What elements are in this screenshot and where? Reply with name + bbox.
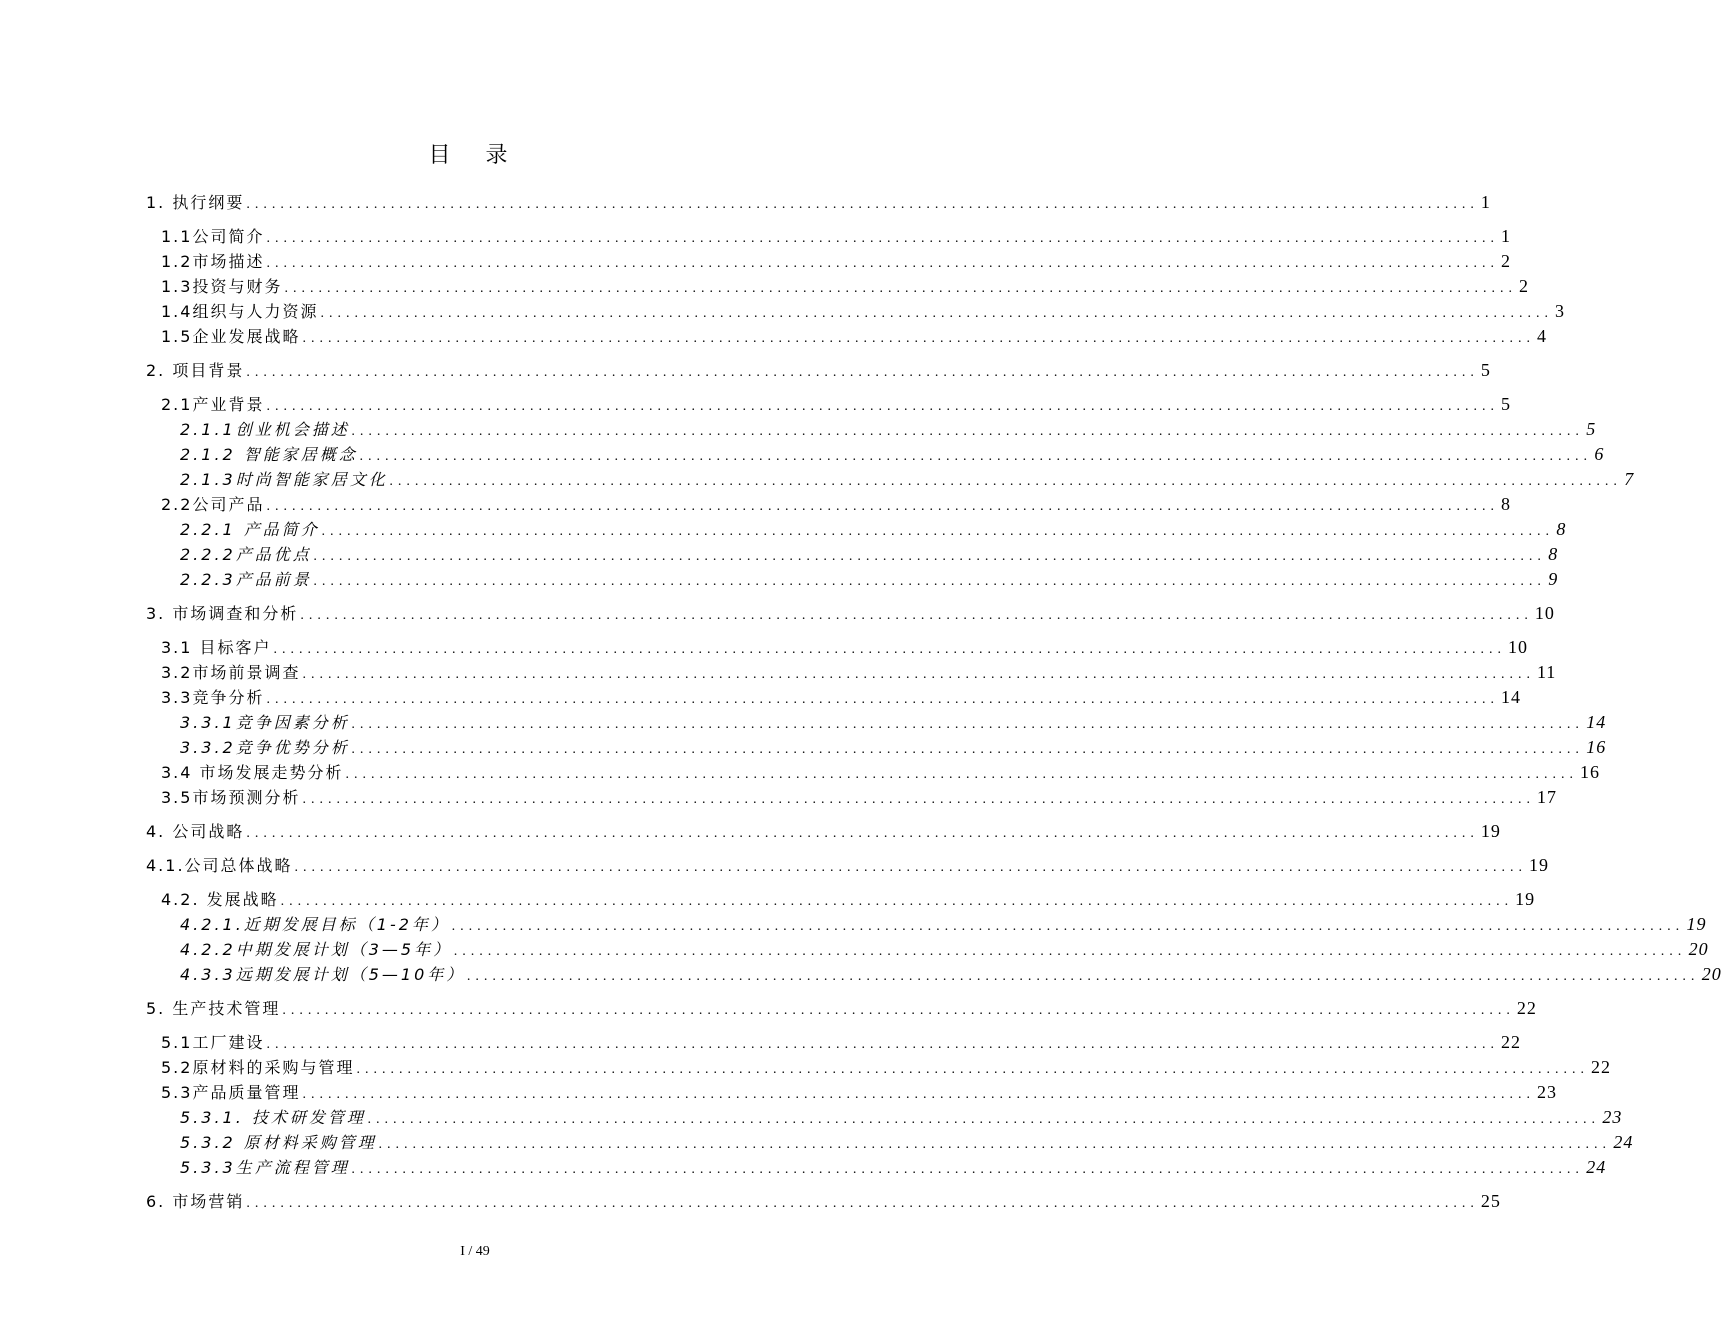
- toc-dot-leader: .................................................................................................................................................: [246, 1196, 1479, 1211]
- toc-entry[interactable]: [180, 517, 1567, 541]
- toc-entry[interactable]: [146, 996, 1537, 1020]
- toc-page-number: 8: [1556, 519, 1567, 539]
- toc-entry[interactable]: [161, 785, 1557, 809]
- toc-page-number: 22: [1516, 998, 1537, 1018]
- toc-entry-label: 5.3.3生产流程管理: [180, 1158, 350, 1177]
- toc-dot-leader: .................................................................................................................................................: [284, 281, 1517, 296]
- toc-page-number: 19: [1686, 914, 1707, 934]
- toc-dot-leader: .................................................................................................................................................: [451, 919, 1685, 934]
- toc-page-number: 24: [1613, 1132, 1634, 1152]
- toc-entry-label: 3.3.2竞争优势分析: [180, 738, 350, 757]
- toc-entry-label: 2.2.1 产品简介: [180, 520, 320, 539]
- toc-entry[interactable]: [180, 912, 1707, 936]
- toc-page-number: 20: [1701, 964, 1722, 984]
- toc-dot-leader: .................................................................................................................................................: [266, 256, 1499, 271]
- toc-page-number: 19: [1480, 821, 1501, 841]
- toc-entry-label: 4.2.1.近期发展目标（1-2年）: [180, 915, 450, 934]
- toc-entry[interactable]: [180, 467, 1635, 491]
- toc-page-number: 17: [1536, 787, 1557, 807]
- toc-dot-leader: .................................................................................................................................................: [321, 524, 1555, 539]
- toc-dot-leader: .................................................................................................................................................: [282, 1003, 1515, 1018]
- toc-entry[interactable]: [180, 1155, 1607, 1179]
- toc-page-number: 3: [1554, 301, 1565, 321]
- toc-dot-leader: .................................................................................................................................................: [302, 667, 1535, 682]
- toc-page-number: 11: [1536, 662, 1557, 682]
- toc-dot-leader: .................................................................................................................................................: [246, 197, 1479, 212]
- toc-page-number: 20: [1688, 939, 1709, 959]
- toc-entry[interactable]: [146, 601, 1555, 625]
- toc-entry[interactable]: [161, 224, 1511, 248]
- toc-page-number: 1: [1500, 226, 1511, 246]
- toc-entry-label: 4.1.公司总体战略: [146, 856, 293, 875]
- toc-entry-label: 3.1 目标客户: [161, 638, 272, 657]
- toc-page-number: 14: [1500, 687, 1521, 707]
- toc-dot-leader: .................................................................................................................................................: [294, 860, 1528, 875]
- page-number-footer: I / 49: [460, 1244, 490, 1259]
- toc-entry-label: 4. 公司战略: [146, 822, 245, 841]
- toc-page-number: 14: [1586, 712, 1607, 732]
- toc-entry[interactable]: [161, 1055, 1611, 1079]
- toc-dot-leader: .................................................................................................................................................: [266, 692, 1499, 707]
- toc-dot-leader: .................................................................................................................................................: [467, 969, 1700, 984]
- toc-entry[interactable]: [161, 249, 1511, 273]
- toc-entry[interactable]: [161, 392, 1511, 416]
- toc-entry-label: 2.1产业背景: [161, 395, 265, 414]
- toc-page-number: 25: [1480, 1191, 1501, 1211]
- toc-dot-leader: .................................................................................................................................................: [302, 1087, 1535, 1102]
- toc-page-number: 8: [1548, 544, 1559, 564]
- toc-entry[interactable]: [161, 635, 1529, 659]
- toc-entry[interactable]: [180, 542, 1559, 566]
- toc-page-number: 16: [1580, 762, 1601, 782]
- toc-entry[interactable]: [161, 274, 1529, 298]
- toc-dot-leader: .................................................................................................................................................: [280, 894, 1514, 909]
- toc-dot-leader: .................................................................................................................................................: [378, 1137, 1612, 1152]
- toc-dot-leader: .................................................................................................................................................: [351, 717, 1585, 732]
- toc-dot-leader: .................................................................................................................................................: [359, 449, 1593, 464]
- toc-entry[interactable]: [146, 190, 1491, 214]
- toc-dot-leader: .................................................................................................................................................: [454, 944, 1687, 959]
- toc-dot-leader: .................................................................................................................................................: [389, 474, 1623, 489]
- toc-dot-leader: .................................................................................................................................................: [313, 574, 1547, 589]
- toc-entry[interactable]: [180, 962, 1722, 986]
- toc-entry-label: 2.1.3时尚智能家居文化: [180, 470, 388, 489]
- toc-page-number: 9: [1548, 569, 1559, 589]
- toc-page-number: 16: [1586, 737, 1607, 757]
- toc-entry[interactable]: [161, 887, 1536, 911]
- toc-entry-label: 3.2市场前景调查: [161, 663, 301, 682]
- toc-entry[interactable]: [146, 853, 1550, 877]
- toc-entry-label: 1.1公司简介: [161, 227, 265, 246]
- toc-entry[interactable]: [161, 685, 1521, 709]
- toc-entry-label: 4.3.3远期发展计划（5—10年）: [180, 965, 466, 984]
- toc-dot-leader: .................................................................................................................................................: [351, 424, 1585, 439]
- toc-entry-label: 1.4组织与人力资源: [161, 302, 319, 321]
- toc-page-number: 5: [1586, 419, 1597, 439]
- toc-page-number: 10: [1534, 603, 1555, 623]
- toc-title: 目 录: [428, 143, 522, 168]
- toc-page-number: 8: [1500, 494, 1511, 514]
- toc-page-number: 5: [1500, 394, 1511, 414]
- toc-dot-leader: .................................................................................................................................................: [313, 549, 1547, 564]
- toc-entry[interactable]: [180, 442, 1605, 466]
- toc-entry[interactable]: [180, 1105, 1623, 1129]
- toc-entry[interactable]: [180, 1130, 1634, 1154]
- toc-entry[interactable]: [161, 660, 1557, 684]
- toc-entry[interactable]: [180, 735, 1607, 759]
- toc-page-number: 24: [1586, 1157, 1607, 1177]
- toc-dot-leader: .................................................................................................................................................: [266, 231, 1499, 246]
- toc-dot-leader: .................................................................................................................................................: [266, 399, 1499, 414]
- toc-entry[interactable]: [161, 760, 1601, 784]
- toc-entry-label: 3.3竞争分析: [161, 688, 265, 707]
- toc-page-number: 4: [1536, 326, 1547, 346]
- toc-dot-leader: .................................................................................................................................................: [273, 642, 1507, 657]
- toc-dot-leader: .................................................................................................................................................: [266, 499, 1499, 514]
- toc-page-number: 10: [1508, 637, 1529, 657]
- toc-entry[interactable]: [146, 358, 1491, 382]
- toc-entry-label: 6. 市场营销: [146, 1192, 245, 1211]
- toc-entry-label: 2.2.3产品前景: [180, 570, 312, 589]
- toc-dot-leader: .................................................................................................................................................: [302, 331, 1535, 346]
- toc-page-number: 1: [1480, 192, 1491, 212]
- toc-page-number: 22: [1500, 1032, 1521, 1052]
- toc-entry-label: 3.5市场预测分析: [161, 788, 301, 807]
- toc-entry-label: 2.2公司产品: [161, 495, 265, 514]
- toc-page-number: 5: [1480, 360, 1491, 380]
- toc-entry-label: 5.3产品质量管理: [161, 1083, 301, 1102]
- toc-entry-label: 5. 生产技术管理: [146, 999, 281, 1018]
- toc-entry-label: 5.2原材料的采购与管理: [161, 1058, 355, 1077]
- toc-page-number: 6: [1594, 444, 1605, 464]
- toc-entry-label: 5.3.1. 技术研发管理: [180, 1108, 366, 1127]
- toc-entry-label: 1.5企业发展战略: [161, 327, 301, 346]
- toc-entry-label: 4.2.2中期发展计划（3—5年）: [180, 940, 453, 959]
- toc-entry[interactable]: [146, 819, 1501, 843]
- toc-entry-label: 2.1.2 智能家居概念: [180, 445, 358, 464]
- toc-page-number: 19: [1529, 855, 1550, 875]
- toc-dot-leader: .................................................................................................................................................: [246, 826, 1479, 841]
- toc-dot-leader: .................................................................................................................................................: [302, 792, 1535, 807]
- toc-dot-leader: .................................................................................................................................................: [300, 608, 1533, 623]
- toc-entry-label: 1. 执行纲要: [146, 193, 245, 212]
- toc-entry[interactable]: [180, 710, 1607, 734]
- toc-entry-label: 2.1.1创业机会描述: [180, 420, 350, 439]
- toc-page-number: 22: [1590, 1057, 1611, 1077]
- toc-page-number: 19: [1515, 889, 1536, 909]
- toc-entry-label: 3. 市场调查和分析: [146, 604, 299, 623]
- toc-page-number: 23: [1536, 1082, 1557, 1102]
- toc-entry-label: 5.3.2 原材料采购管理: [180, 1133, 377, 1152]
- toc-entry[interactable]: [180, 567, 1559, 591]
- toc-dot-leader: .................................................................................................................................................: [356, 1062, 1589, 1077]
- toc-dot-leader: .................................................................................................................................................: [351, 1162, 1585, 1177]
- toc-entry[interactable]: [161, 324, 1547, 348]
- toc-dot-leader: .................................................................................................................................................: [351, 742, 1585, 757]
- toc-entry-label: 2. 项目背景: [146, 361, 245, 380]
- toc-page-number: 7: [1624, 469, 1635, 489]
- toc-entry-label: 5.1工厂建设: [161, 1033, 265, 1052]
- toc-dot-leader: .................................................................................................................................................: [345, 767, 1579, 782]
- toc-entry-label: 4.2. 发展战略: [161, 890, 279, 909]
- toc-page-number: 2: [1518, 276, 1529, 296]
- toc-entry[interactable]: [161, 492, 1511, 516]
- toc-entry[interactable]: [180, 417, 1597, 441]
- toc-dot-leader: .................................................................................................................................................: [246, 365, 1479, 380]
- toc-dot-leader: .................................................................................................................................................: [367, 1112, 1601, 1127]
- toc-entry-label: 3.4 市场发展走势分析: [161, 763, 344, 782]
- toc-dot-leader: .................................................................................................................................................: [266, 1037, 1499, 1052]
- toc-entry-label: 1.3投资与财务: [161, 277, 283, 296]
- toc-page-number: 23: [1602, 1107, 1623, 1127]
- toc-dot-leader: .................................................................................................................................................: [320, 306, 1553, 321]
- toc-entry-label: 2.2.2产品优点: [180, 545, 312, 564]
- toc-entry-label: 1.2市场描述: [161, 252, 265, 271]
- toc-entry[interactable]: [161, 1080, 1557, 1104]
- toc-page-number: 2: [1500, 251, 1511, 271]
- toc-entry[interactable]: [161, 1030, 1521, 1054]
- toc-entry-label: 3.3.1竞争因素分析: [180, 713, 350, 732]
- toc-entry[interactable]: [180, 937, 1709, 961]
- toc-entry[interactable]: [161, 299, 1565, 323]
- toc-entry[interactable]: [146, 1189, 1501, 1213]
